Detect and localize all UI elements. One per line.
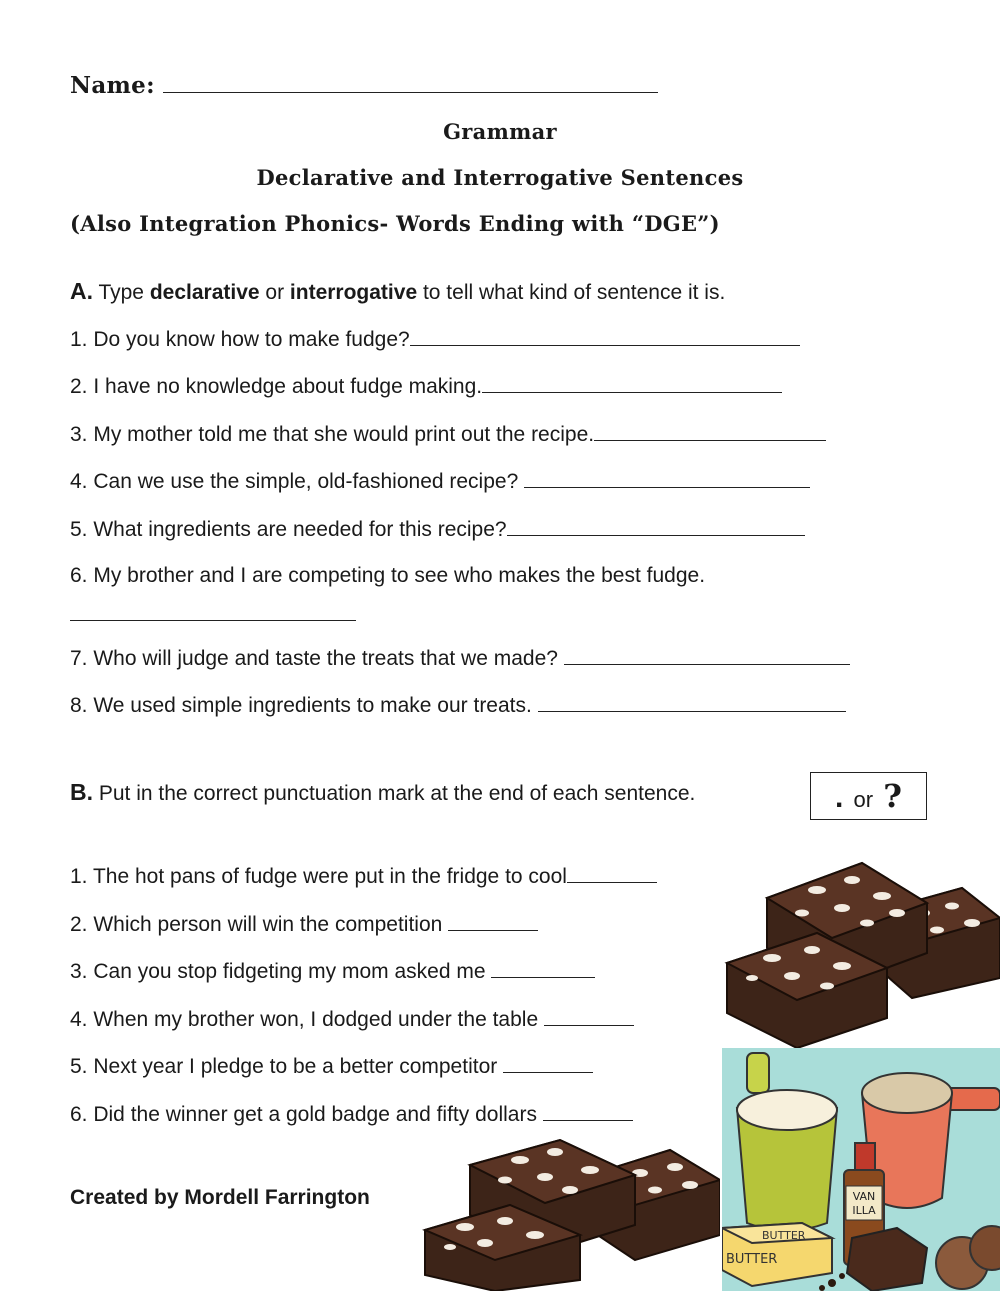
name-input-line[interactable] (163, 74, 658, 93)
answer-line[interactable] (524, 469, 810, 488)
question-a6-answer-row (70, 602, 356, 626)
question-mark: ? (883, 777, 902, 815)
instruction-text: Put in the correct punctuation mark at the end of each sentence. (93, 782, 696, 805)
question-a3 (70, 422, 826, 447)
fudge-brownies-illustration (722, 858, 1000, 1050)
question-text: 5. What ingredients are needed for this recipe? (70, 518, 507, 541)
answer-line[interactable] (491, 959, 595, 978)
question-text: 4. When my brother won, I dodged under the table (70, 1008, 544, 1031)
question-text: 1. Do you know how to make fudge? (70, 328, 410, 351)
question-b2 (70, 912, 538, 937)
butter-label: BUTTER (726, 1252, 778, 1267)
section-b-letter: B. (70, 779, 93, 805)
question-text: 8. We used simple ingredients to make our treats. (70, 694, 538, 717)
question-text: 7. Who will judge and taste the treats that we made? (70, 647, 564, 670)
question-a4 (70, 469, 810, 494)
name-field-row (70, 72, 658, 99)
answer-line[interactable] (544, 1007, 634, 1026)
question-a8 (70, 693, 846, 718)
question-text: 6. Did the winner get a gold badge and fifty dollars (70, 1103, 543, 1126)
answer-line[interactable] (543, 1102, 633, 1121)
fudge-brownies-bottom-illustration (420, 1135, 720, 1291)
keyword-interrogative: interrogative (289, 281, 418, 304)
keyword-declarative: declarative (149, 281, 260, 304)
answer-line[interactable] (70, 602, 356, 621)
period-mark: . (835, 781, 844, 814)
question-text: 3. Can you stop fidgeting my mom asked me (70, 960, 492, 983)
question-a6 (70, 564, 705, 588)
butter-label: BUTTER (762, 1229, 806, 1242)
butter-stick (722, 1223, 832, 1286)
worksheet-subtitle: (Also Integration Phonics- Words Ending with “DGE”) (70, 211, 720, 236)
question-text: 2. I have no knowledge about fudge making. (70, 375, 483, 398)
answer-line[interactable] (410, 327, 800, 346)
section-a-instruction (70, 278, 725, 305)
question-b3 (70, 959, 595, 984)
question-a1 (70, 327, 800, 352)
author-credit: Created by Mordell Farrington (70, 1186, 370, 1209)
question-b6 (70, 1102, 633, 1127)
question-text: 3. My mother told me that she would print out the recipe. (70, 423, 595, 446)
question-text: 2. Which person will win the competition (70, 913, 449, 936)
question-a2 (70, 374, 782, 399)
question-text: 1. The hot pans of fudge were put in the fridge to cool (70, 865, 567, 888)
name-label: Name: (70, 72, 155, 99)
answer-line[interactable] (448, 912, 538, 931)
punctuation-choice-box (810, 772, 927, 820)
answer-line[interactable] (564, 646, 850, 665)
question-text: 4. Can we use the simple, old-fashioned recipe? (70, 470, 525, 493)
answer-line[interactable] (507, 517, 805, 536)
vanilla-label: VAN (852, 1190, 876, 1203)
vanilla-label: ILLA (852, 1204, 876, 1217)
or-text: or (853, 787, 874, 812)
answer-line[interactable] (594, 422, 826, 441)
answer-line[interactable] (538, 693, 846, 712)
subject-heading: Grammar (443, 119, 557, 144)
answer-line[interactable] (482, 374, 782, 393)
worksheet-title: Declarative and Interrogative Sentences (256, 165, 744, 190)
answer-line[interactable] (567, 864, 657, 883)
question-b4 (70, 1007, 634, 1032)
question-text: 6. My brother and I are competing to see who makes the best fudge. (70, 564, 706, 587)
section-a-letter: A. (70, 278, 93, 304)
instruction-text: to tell what kind of sentence it is. (417, 281, 726, 304)
question-text: 5. Next year I pledge to be a better competitor (70, 1055, 504, 1078)
question-a5 (70, 517, 805, 542)
question-b5 (70, 1054, 593, 1079)
question-a7 (70, 646, 850, 671)
baking-ingredients-illustration (722, 1048, 1000, 1291)
instruction-text: Type (93, 281, 150, 304)
instruction-text: or (259, 281, 290, 304)
question-b1 (70, 864, 657, 889)
answer-line[interactable] (503, 1054, 593, 1073)
section-b-instruction (70, 779, 695, 806)
